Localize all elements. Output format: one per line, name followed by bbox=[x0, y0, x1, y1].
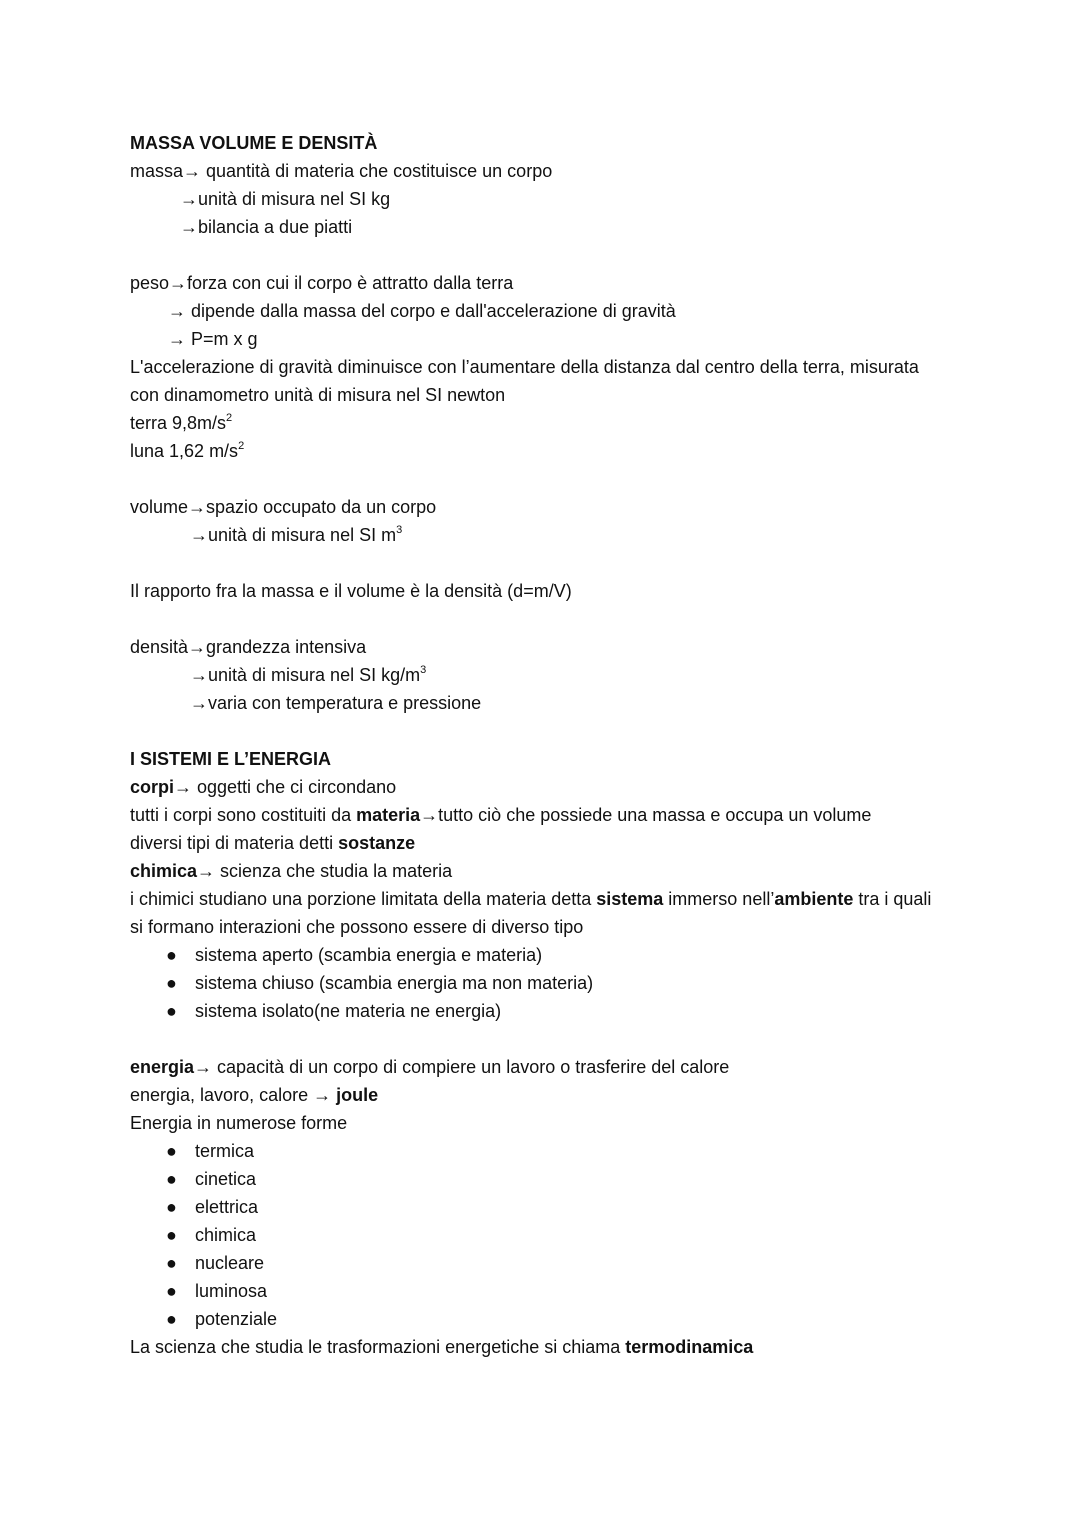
energia-term: energia bbox=[130, 1057, 195, 1077]
joule-pre: energia, lavoro, calore → bbox=[130, 1085, 337, 1105]
densita-unit bbox=[130, 661, 1010, 689]
list-item-energy-form: ● potenziale bbox=[130, 1305, 1010, 1333]
termodinamica-line bbox=[130, 1333, 1010, 1361]
bullet-icon: ● bbox=[166, 1225, 177, 1245]
list-item-system: ● sistema chiuso (scambia energia ma non materia) bbox=[130, 969, 1010, 997]
bullet-icon: ● bbox=[166, 945, 177, 965]
list-item-energy-form: ● termica bbox=[130, 1137, 1010, 1165]
densita-definition bbox=[130, 633, 1010, 661]
list-item-energy-form: ● nucleare bbox=[130, 1249, 1010, 1277]
volume-definition bbox=[130, 493, 1010, 521]
energia-definition bbox=[130, 1053, 1010, 1081]
materia-pre: tutti i corpi sono costituiti da bbox=[130, 805, 357, 825]
termodinamica-term: termodinamica bbox=[625, 1337, 754, 1357]
forme-line: Energia in numerose forme bbox=[130, 1113, 348, 1133]
luna-exponent: 2 bbox=[238, 440, 245, 452]
bullet-icon: ● bbox=[166, 1197, 177, 1217]
joule-term: joule bbox=[336, 1085, 379, 1105]
energia-def-text: → capacità di un corpo di compiere un lavoro o trasferire del calore bbox=[194, 1057, 730, 1077]
materia-post: →tutto ciò che possiede una massa e occupa un volume bbox=[420, 805, 872, 825]
bullet-icon: ● bbox=[166, 1309, 177, 1329]
document-page bbox=[130, 129, 1010, 1361]
densita-def-text: →grandezza intensiva bbox=[188, 637, 367, 657]
terra-value: terra 9,8m/s bbox=[130, 413, 227, 433]
peso-def-text: →forza con cui il corpo è attratto dalla terra bbox=[169, 273, 514, 293]
materia-term: materia bbox=[356, 805, 421, 825]
massa-definition bbox=[130, 157, 1010, 185]
ambiente-term: ambiente bbox=[774, 889, 854, 909]
bullet-icon: ● bbox=[166, 1141, 177, 1161]
gravity-line-1: L'accelerazione di gravità diminuisce con l’aumentare della distanza dal centro della terra, misurata bbox=[130, 357, 919, 377]
gravity-line-2: con dinamometro unità di misura nel SI newton bbox=[130, 385, 506, 405]
terra-exponent: 2 bbox=[226, 412, 233, 424]
massa-term: massa bbox=[130, 161, 184, 181]
sistema-pre: i chimici studiano una porzione limitata della materia detta bbox=[130, 889, 597, 909]
sistema-post: tra i quali bbox=[853, 889, 932, 909]
sistema-term: sistema bbox=[596, 889, 664, 909]
chimica-definition bbox=[130, 857, 1010, 885]
list-item-system: ● sistema isolato(ne materia ne energia) bbox=[130, 997, 1010, 1025]
termo-pre: La scienza che studia le trasformazioni energetiche si chiama bbox=[130, 1337, 626, 1357]
interazioni-line: si formano interazioni che possono essere di diverso tipo bbox=[130, 917, 584, 937]
sostanze-line bbox=[130, 829, 1010, 857]
corpi-definition bbox=[130, 773, 1010, 801]
sistema-mid: immerso nell’ bbox=[663, 889, 775, 909]
list-item-energy-form: ● chimica bbox=[130, 1221, 1010, 1249]
volume-term: volume bbox=[130, 497, 189, 517]
massa-def-text: → quantità di materia che costituisce un corpo bbox=[183, 161, 553, 181]
densita-variation: →varia con temperatura e pressione bbox=[190, 693, 482, 713]
list-item-system: ● sistema aperto (scambia energia e materia) bbox=[130, 941, 1010, 969]
chimica-def-text: → scienza che studia la materia bbox=[197, 861, 453, 881]
bullet-icon: ● bbox=[166, 1001, 177, 1021]
peso-term: peso bbox=[130, 273, 170, 293]
peso-definition bbox=[130, 269, 1010, 297]
peso-dependency: → dipende dalla massa del corpo e dall'accelerazione di gravità bbox=[168, 301, 676, 321]
bullet-icon: ● bbox=[166, 1281, 177, 1301]
section-title-massa-volume-densita: MASSA VOLUME E DENSITÀ bbox=[130, 133, 378, 153]
volume-def-text: →spazio occupato da un corpo bbox=[188, 497, 437, 517]
corpi-def-text: → oggetti che ci circondano bbox=[174, 777, 397, 797]
densita-term: densità bbox=[130, 637, 189, 657]
section-title-sistemi-energia: I SISTEMI E L’ENERGIA bbox=[130, 749, 332, 769]
sostanze-pre: diversi tipi di materia detti bbox=[130, 833, 339, 853]
luna-value: luna 1,62 m/s bbox=[130, 441, 239, 461]
chimica-term: chimica bbox=[130, 861, 198, 881]
volume-exponent: 3 bbox=[396, 524, 403, 536]
densita-exponent: 3 bbox=[420, 664, 427, 676]
bullet-icon: ● bbox=[166, 1253, 177, 1273]
list-item-energy-form: ● cinetica bbox=[130, 1165, 1010, 1193]
peso-formula: → P=m x g bbox=[168, 329, 258, 349]
sistema-line bbox=[130, 885, 1010, 913]
materia-line bbox=[130, 801, 1010, 829]
joule-line bbox=[130, 1081, 1010, 1109]
massa-unit: →unità di misura nel SI kg bbox=[180, 189, 391, 209]
terra-gravity bbox=[130, 409, 1010, 437]
densita-unit-text: →unità di misura nel SI kg/m bbox=[190, 665, 421, 685]
corpi-term: corpi bbox=[130, 777, 175, 797]
volume-unit bbox=[130, 521, 1010, 549]
volume-unit-text: →unità di misura nel SI m bbox=[190, 525, 397, 545]
list-item-energy-form: ● luminosa bbox=[130, 1277, 1010, 1305]
bullet-icon: ● bbox=[166, 1169, 177, 1189]
luna-gravity bbox=[130, 437, 1010, 465]
massa-tool: →bilancia a due piatti bbox=[180, 217, 353, 237]
list-item-energy-form: ● elettrica bbox=[130, 1193, 1010, 1221]
ratio-line: Il rapporto fra la massa e il volume è la densità (d=m/V) bbox=[130, 581, 572, 601]
bullet-icon: ● bbox=[166, 973, 177, 993]
sostanze-term: sostanze bbox=[338, 833, 416, 853]
